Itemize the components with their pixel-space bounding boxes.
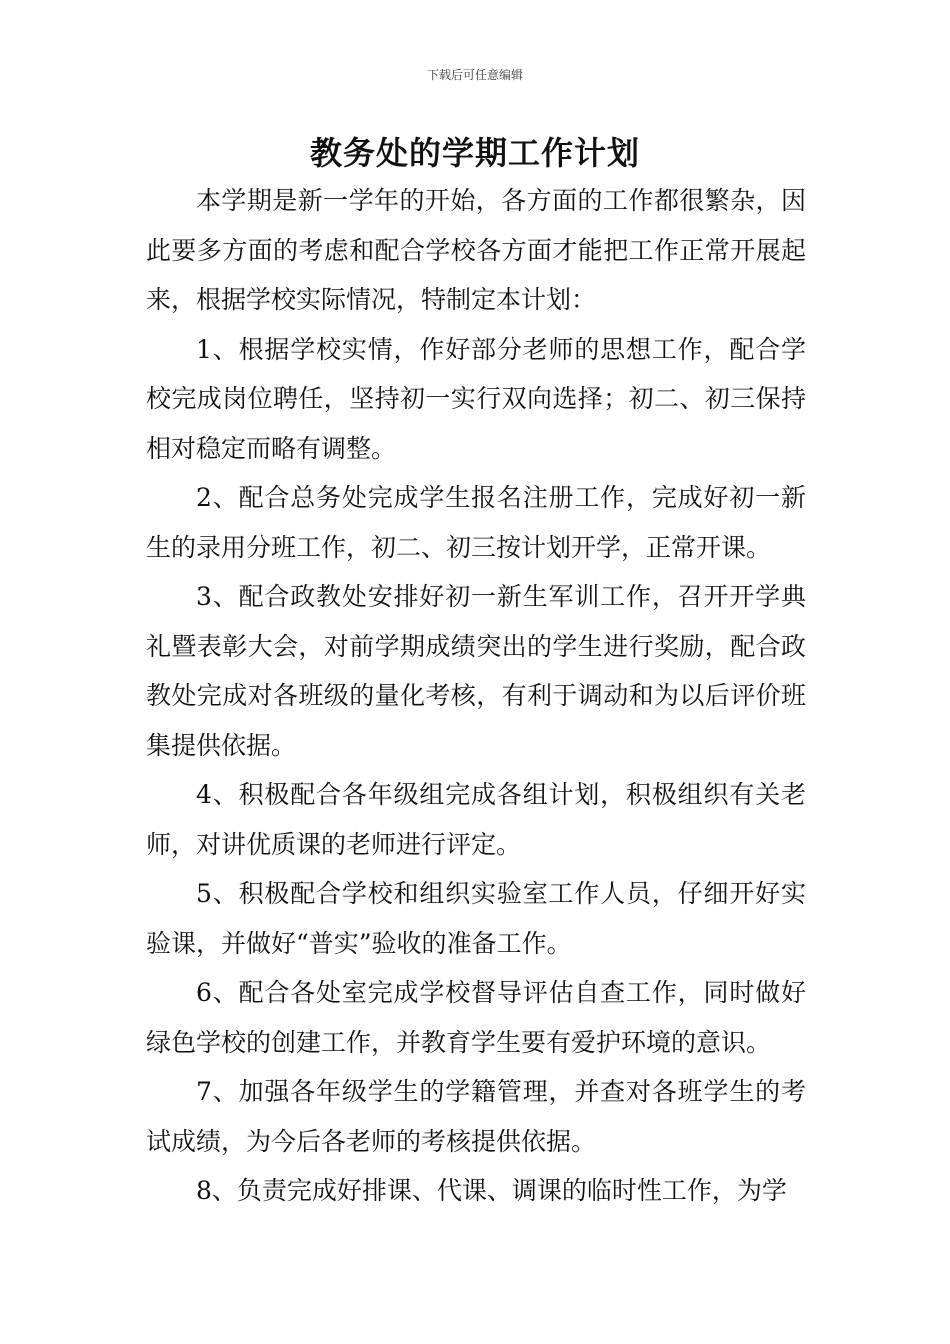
paragraph-item-4: 4、积极配合各年级组完成各组计划，积极组织有关老师，对讲优质课的老师进行评定。: [146, 780, 806, 859]
paragraph-item-6: 6、配合各处室完成学校督导评估自查工作，同时做好绿色学校的创建工作，并教育学生要有爱护环境的意识。: [146, 978, 806, 1057]
header-note: 下载后可任意编辑: [426, 68, 523, 82]
paragraph-item-3: 3、配合政教处安排好初一新生军训工作，召开开学典礼暨表彰大会，对前学期成绩突出的学生进行奖励，配合政教处完成对各班级的量化考核，有利于调动和为以后评价班集提供依据。: [146, 582, 806, 760]
paragraph-item-7: 7、加强各年级学生的学籍管理，并查对各班学生的考试成绩，为今后各老师的考核提供依据。: [146, 1077, 806, 1156]
paragraph-item-1: 1、根据学校实情，作好部分老师的思想工作，配合学校完成岗位聘任，坚持初一实行双向选择；初二、初三保持相对稳定而略有调整。: [146, 334, 806, 463]
paragraph-item-2: 2、配合总务处完成学生报名注册工作，完成好初一新生的录用分班工作，初二、初三按计划开学，正常开课。: [146, 483, 806, 562]
document-body: [146, 176, 806, 1216]
paragraph-item-8: 8、负责完成好排课、代课、调课的临时性工作，为学: [196, 1176, 787, 1205]
paragraph-item-5: 5、积极配合学校和组织实验室工作人员，仔细开好实验课，并做好“普实”验收的准备工作。: [146, 879, 806, 958]
paragraph-intro: 本学期是新一学年的开始，各方面的工作都很繁杂，因此要多方面的考虑和配合学校各方面才能把工作正常开展起来，根据学校实际情况，特制定本计划：: [146, 186, 806, 314]
document-title: 教务处的学期工作计划: [309, 134, 640, 172]
